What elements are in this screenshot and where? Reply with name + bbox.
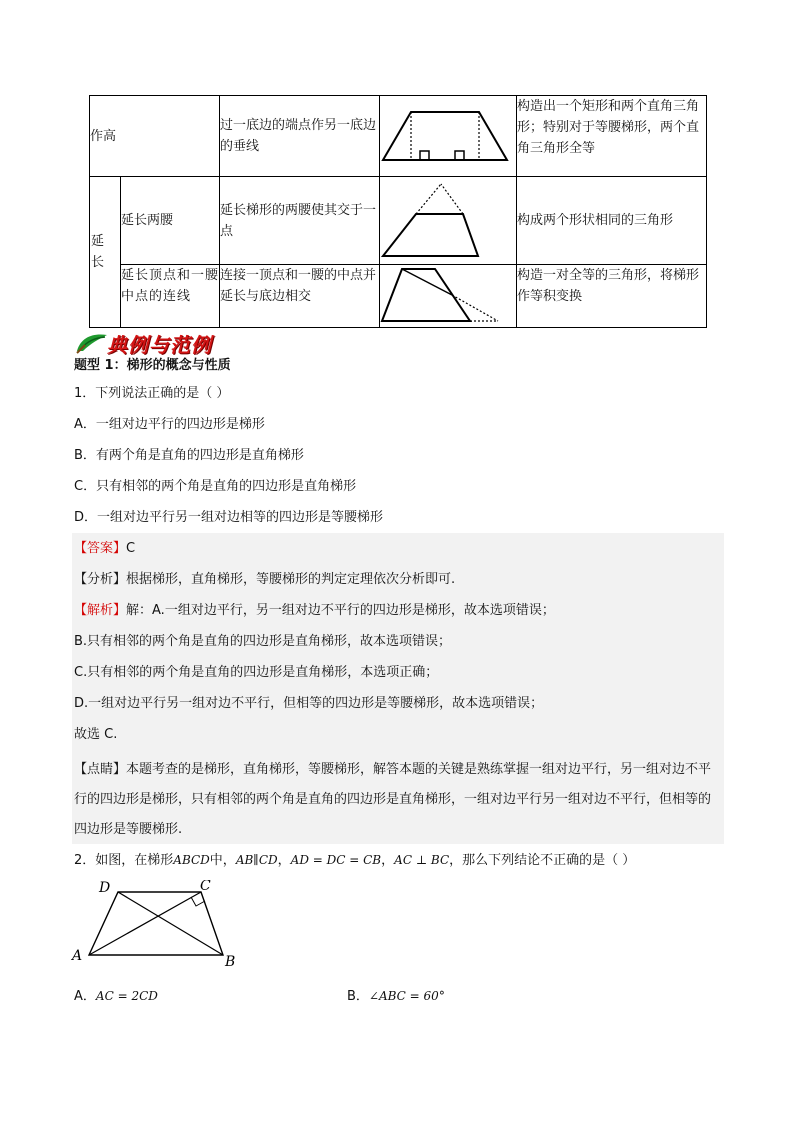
stem-text: ， bbox=[381, 853, 395, 868]
option-b bbox=[347, 986, 445, 1007]
answer-line bbox=[74, 539, 135, 559]
comment-paragraph bbox=[74, 755, 714, 845]
option-a bbox=[74, 986, 158, 1007]
solution-text: 解：A.一组对边平行，另一组对边不平行的四边形是梯形，故本选项错误； bbox=[126, 603, 555, 618]
trapezoid-height-figure bbox=[380, 96, 517, 176]
action-cell: 过一底边的端点作另一底边的垂线 bbox=[220, 96, 380, 177]
method-cell: 延长顶点和一腰中点的连线 bbox=[121, 265, 220, 328]
analysis-line bbox=[74, 570, 455, 590]
method-cell: 延长两腰 bbox=[121, 177, 220, 265]
trapezoid-extend-legs-figure bbox=[380, 177, 517, 264]
table-row bbox=[90, 177, 707, 265]
result-cell: 构造出一个矩形和两个直角三角形；特别对于等腰梯形，两个直角三角形全等 bbox=[517, 96, 707, 177]
comment-text: 本题考查的是梯形，直角梯形，等腰梯形，解答本题的关键是熟练掌握一组对边平行，另一组对边不平行的四边形是梯形，只有相邻的两个角是直角的四边形是直角梯形，一组对边平行另一组对边不平行，但相等的四边形是等腰梯形. bbox=[74, 762, 712, 837]
vertex-label-c: C bbox=[200, 880, 211, 894]
option-label: B． bbox=[347, 989, 369, 1004]
solution-line: D.一组对边平行另一组对边不平行，但相等的四边形是等腰梯形，故本选项错误； bbox=[74, 696, 544, 711]
math-trapezoid: ABCD bbox=[173, 853, 210, 867]
stem-text: ，那么下列结论不正确的是（ ） bbox=[449, 853, 636, 868]
figure-cell bbox=[380, 265, 517, 328]
option-c: C．只有相邻的两个角是直角的四边形是直角梯形 bbox=[74, 479, 357, 494]
group-label-char: 延 bbox=[91, 234, 105, 249]
option-math: ∠ABC = 60° bbox=[368, 989, 445, 1003]
action-cell: 延长梯形的两腰使其交于一点 bbox=[220, 177, 380, 265]
analysis-tag: 【分析】 bbox=[74, 572, 127, 587]
section-banner bbox=[75, 329, 275, 355]
solution-line: C.只有相邻的两个角是直角的四边形是直角梯形，本选项正确； bbox=[74, 665, 439, 680]
option-a: A．一组对边平行的四边形是梯形 bbox=[74, 417, 265, 432]
method-table bbox=[89, 95, 707, 328]
solution-line: 故选 C. bbox=[74, 727, 118, 742]
math-condition: AD = DC = CB bbox=[290, 853, 382, 867]
analysis-text: 根据梯形，直角梯形，等腰梯形的判定定理依次分析即可. bbox=[126, 572, 456, 587]
group-label-char: 长 bbox=[91, 255, 105, 270]
section-title: 题型 1：梯形的概念与性质 bbox=[74, 358, 231, 373]
result-cell: 构造一对全等的三角形，将梯形作等积变换 bbox=[517, 265, 707, 328]
question-stem bbox=[74, 850, 635, 871]
comment-tag: 【点睛】 bbox=[74, 762, 127, 777]
extend-group-label bbox=[90, 177, 121, 328]
banner-title: 典例与范例 bbox=[107, 333, 212, 357]
math-condition: AB∥CD bbox=[235, 853, 278, 867]
trapezoid-abcd-figure bbox=[70, 880, 250, 972]
table-row bbox=[90, 96, 707, 177]
solution-line bbox=[74, 601, 555, 621]
action-cell: 连接一顶点和一腰的中点并延长与底边相交 bbox=[220, 265, 380, 328]
figure-cell bbox=[380, 96, 517, 177]
stem-text: 2．如图，在梯形 bbox=[74, 853, 174, 868]
method-cell: 作高 bbox=[90, 96, 220, 177]
answer-value: C bbox=[126, 541, 136, 556]
vertex-label-b: B bbox=[225, 954, 236, 970]
vertex-label-a: A bbox=[72, 948, 83, 964]
stem-text: ， bbox=[277, 853, 291, 868]
solution-tag: 【解析】 bbox=[74, 603, 127, 618]
option-b: B．有两个角是直角的四边形是直角梯形 bbox=[74, 448, 304, 463]
result-cell: 构成两个形状相同的三角形 bbox=[517, 177, 707, 265]
table-row bbox=[90, 265, 707, 328]
answer-tag: 【答案】 bbox=[74, 541, 127, 556]
trapezoid-midpoint-figure bbox=[380, 265, 517, 327]
solution-line: B.只有相邻的两个角是直角的四边形是直角梯形，故本选项错误； bbox=[74, 634, 452, 649]
question-stem: 1．下列说法正确的是（ ） bbox=[74, 386, 230, 401]
option-label: A． bbox=[74, 989, 96, 1004]
option-d: D．一组对边平行另一组对边相等的四边形是等腰梯形 bbox=[74, 510, 384, 525]
option-math: AC = 2CD bbox=[95, 989, 158, 1003]
leaf-brush-icon bbox=[75, 331, 109, 355]
math-condition: AC ⊥ BC bbox=[394, 853, 450, 867]
figure-cell bbox=[380, 177, 517, 265]
vertex-label-d: D bbox=[99, 880, 111, 896]
stem-text: 中， bbox=[209, 853, 236, 868]
